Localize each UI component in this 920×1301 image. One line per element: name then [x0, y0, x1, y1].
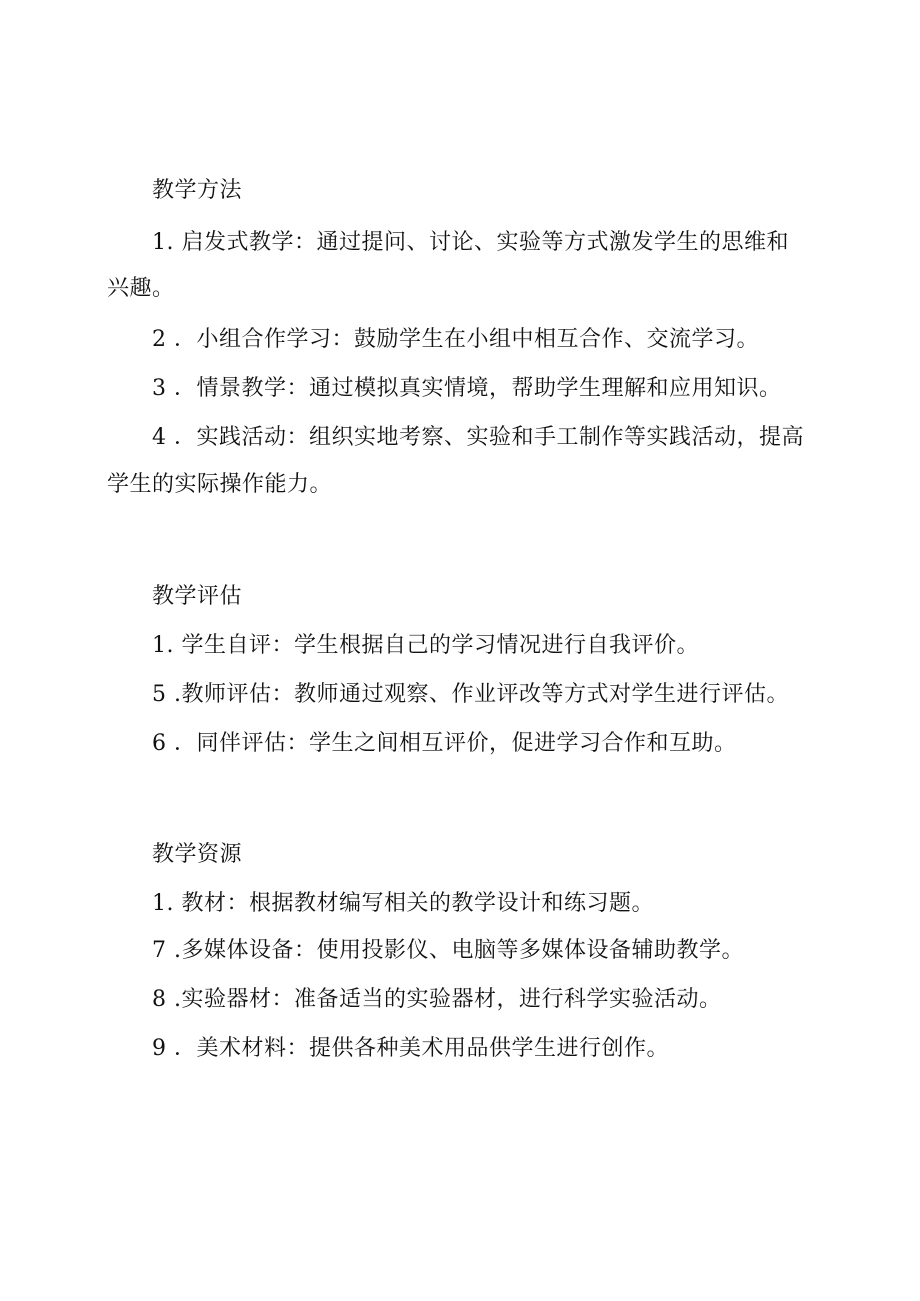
- list-item-line: 1. 教材：根据教材编写相关的教学设计和练习题。: [152, 891, 654, 916]
- list-item-line-continued: 兴趣。: [107, 276, 175, 301]
- list-item-line: 5 .教师评估：教师通过观察、作业评改等方式对学生进行评估。: [152, 682, 789, 707]
- list-item-line: 9 ．美术材料：提供各种美术用品供学生进行创作。: [152, 1036, 669, 1061]
- list-item-line: 1. 学生自评：学生根据自己的学习情况进行自我评价。: [152, 633, 699, 658]
- list-item-line-continued: 学生的实际操作能力。: [107, 472, 333, 497]
- list-item-line: 6 ．同伴评估：学生之间相互评价，促进学习合作和互助。: [152, 731, 737, 756]
- section-heading-teaching-methods: 教学方法: [152, 178, 243, 203]
- list-item-line: 8 .实验器材：准备适当的实验器材，进行科学实验活动。: [152, 987, 722, 1012]
- section-heading-teaching-assessment: 教学评估: [152, 584, 243, 609]
- list-item-line: 4 ．实践活动：组织实地考察、实验和手工制作等实践活动，提高: [152, 425, 804, 450]
- list-item-line: 3 ．情景教学：通过模拟真实情境，帮助学生理解和应用知识。: [152, 376, 782, 401]
- section-heading-teaching-resources: 教学资源: [152, 842, 243, 867]
- list-item-line: 7 .多媒体设备：使用投影仪、电脑等多媒体设备辅助教学。: [152, 938, 744, 963]
- list-item-line: 2 ．小组合作学习：鼓励学生在小组中相互合作、交流学习。: [152, 327, 759, 352]
- list-item-line: 1. 启发式教学：通过提问、讨论、实验等方式激发学生的思维和: [152, 230, 789, 255]
